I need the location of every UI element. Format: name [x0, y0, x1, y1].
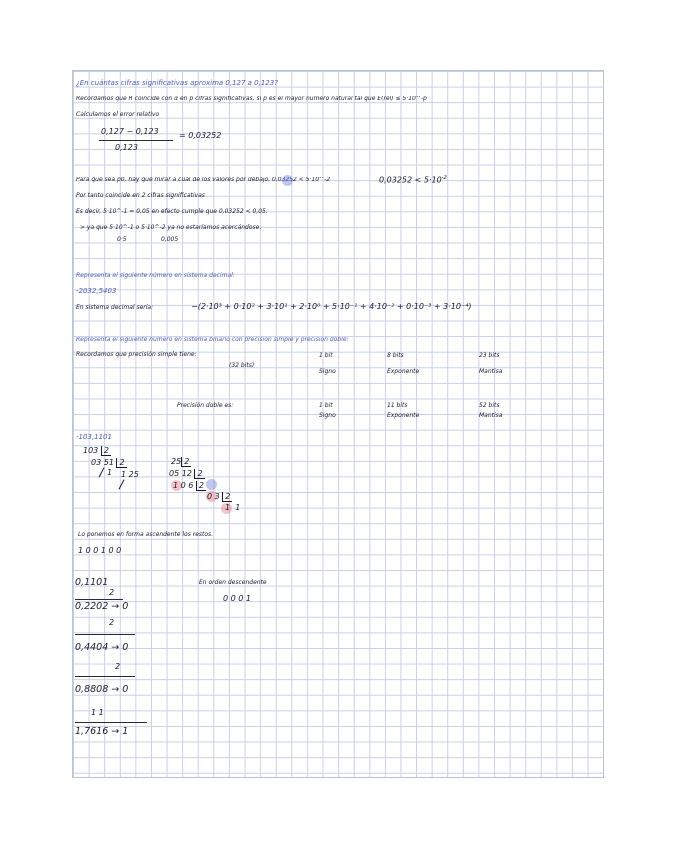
q3-rec: Recordamos que precisión simple tiene: [76, 351, 197, 358]
div-step: 1 [107, 468, 113, 477]
frac-step: 0,8808 → 0 [75, 684, 129, 695]
q1-title: ¿En cuántas cifras significativas aproxima 0,127 a 0,123? [76, 79, 278, 87]
double-exp-label: Exponente [387, 412, 420, 419]
div-step: 1 1 [225, 503, 241, 512]
carry-marks: 1 1 [91, 708, 104, 717]
integer-bits: 1 0 0 1 0 0 [78, 546, 122, 555]
ge-sub-2: 0,005 [161, 236, 179, 243]
frac-multiplier: 2 [115, 662, 121, 671]
frac-step: 1,7616 → 1 [75, 726, 129, 737]
div-step: 03 51 2 [91, 458, 125, 467]
frac-rule [75, 599, 123, 600]
q2-expansion: −(2·10³ + 0·10² + 3·10¹ + 2·10⁰ + 5·10⁻¹ + 4·10⁻² + 0·10⁻³ + 3·10⁻⁴) [191, 302, 472, 311]
frac-step: 0,4404 → 0 [75, 642, 129, 653]
frac-rule [75, 634, 135, 635]
q3-number: -103,1101 [76, 433, 112, 441]
fraction-denominator: 0,123 [115, 143, 138, 152]
q2-title: Representa el siguiente número en sistema decimal: [76, 272, 235, 279]
order-line: Lo ponemos en forma ascendente los restos. [78, 531, 214, 538]
conclusion: Por tanto coincide en 2 cifras significativas [76, 192, 205, 199]
quotient-highlight [206, 479, 217, 490]
double-mant-bits: 52 bits [479, 402, 500, 409]
condition: $0,03252 < 5\cdot 10^{-2}$ [379, 175, 447, 185]
simple-exp-label: Exponente [387, 368, 420, 375]
fraction-result: = 0,03252 [179, 131, 222, 140]
strike-mark [98, 467, 104, 477]
strike-mark [118, 479, 124, 489]
div-step: 0 3 2 [207, 492, 231, 501]
simple-exp-bits: 8 bits [387, 352, 404, 359]
simple-note: (32 bits) [229, 362, 255, 369]
ge-line: > ya que 5·10^-1 o 5·10^-2 ya no estaríamos acercándose. [80, 224, 262, 231]
div-step: 25 2 [171, 457, 190, 466]
frac-rule [75, 722, 147, 723]
double-sign-bits: 1 bit [319, 402, 333, 409]
double-mant-label: Mantisa [479, 412, 503, 419]
frac-rule [75, 676, 135, 677]
frac-multiplier: 2 [109, 588, 115, 597]
frac-multiplier: 2 [109, 618, 115, 627]
double-exp-bits: 11 bits [387, 402, 408, 409]
frac-step: 0,2202 → 0 [75, 601, 129, 612]
simple-sign-bits: 1 bit [319, 352, 333, 359]
div-step: 05 12 2 [169, 469, 203, 478]
order-label: En orden descendente [199, 579, 267, 586]
p0-line: Para que sea p0, hay que mirar a cuál de los valores por debajo, 0,03252 < 5·10^-2 [76, 177, 331, 183]
simple-sign-label: Signo [319, 368, 336, 375]
notebook-page [72, 70, 604, 778]
q3-title: Representa el siguiente número en sistema binario con precisión simple y precisión doble: [76, 337, 349, 343]
q2-line: En sistema decimal sería: [76, 304, 154, 311]
div-step: 1 25 [121, 470, 139, 479]
double-sign-label: Signo [319, 412, 336, 419]
fraction-bar [99, 140, 173, 141]
q1-calc-intro: Calculamos el error relativo [76, 111, 160, 118]
fraction-numerator: 0,127 − 0,123 [101, 127, 159, 136]
div-step: 103 2 [83, 446, 109, 455]
q2-number: -2032,5403 [76, 287, 117, 295]
q1-recall: Recordamos que R coincide con α en p cifras significativas, si p es el mayor número natural tal que E(rel) ≤ 5·10^-p [76, 96, 427, 102]
highlight-circle [282, 175, 293, 186]
div-step: 1 0 6 2 [173, 481, 205, 490]
frac-step: 0,1101 [75, 577, 109, 588]
ge-sub-1: 0·5 [117, 236, 127, 243]
simple-mant-bits: 23 bits [479, 352, 500, 359]
check-line: Es decir, 5·10^-1 = 0,05 en efecto cumple que 0,03252 < 0,05. [76, 208, 268, 215]
fraction-bits: 0 0 0 1 [223, 594, 251, 603]
simple-mant-label: Mantisa [479, 368, 503, 375]
double-label: Precisión doble es: [177, 402, 234, 409]
